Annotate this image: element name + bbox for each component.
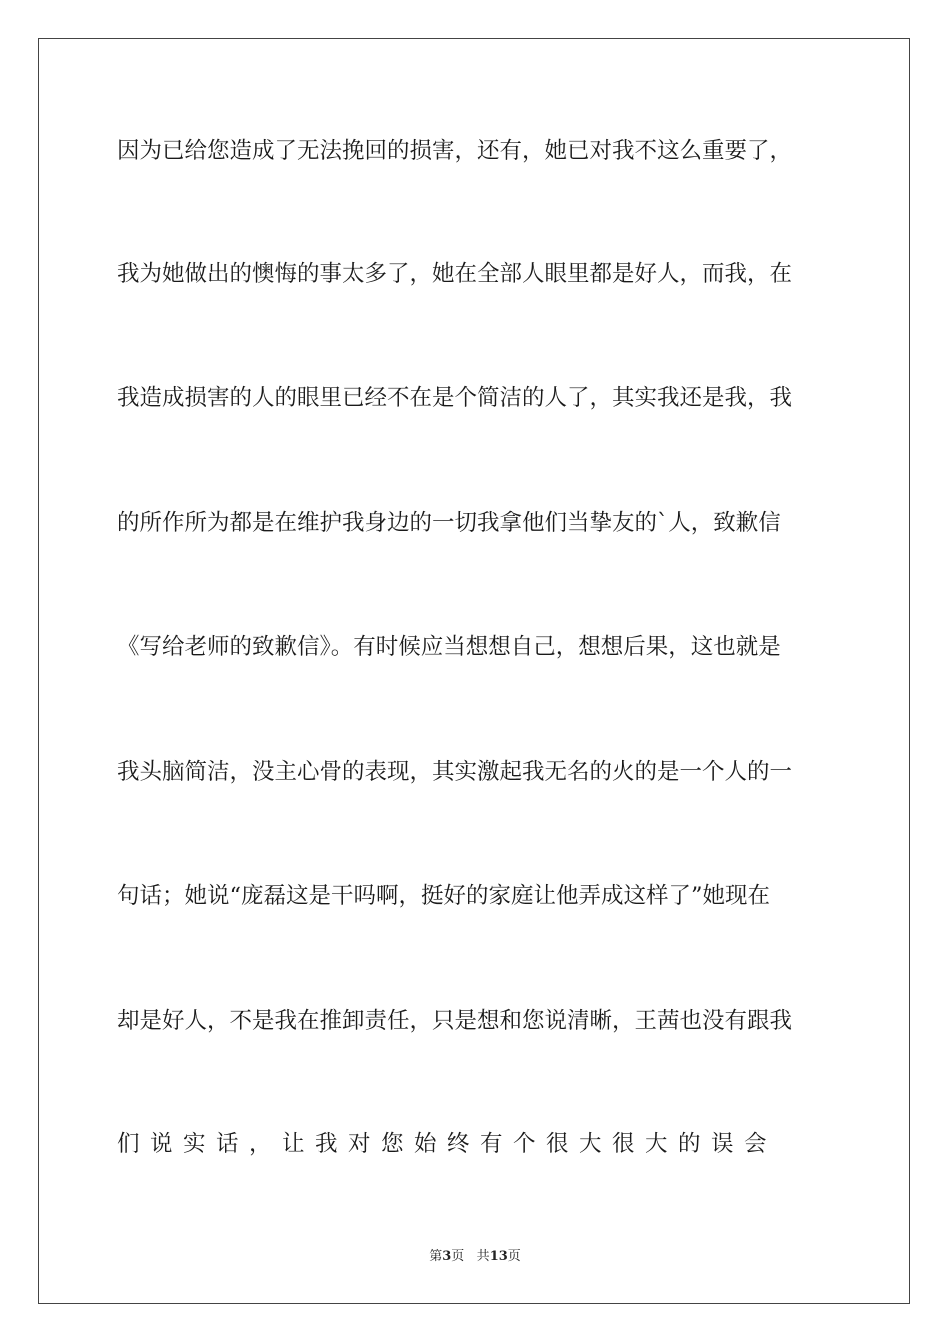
page-prefix: 第: [429, 1249, 443, 1264]
total-pages: 13: [489, 1249, 508, 1264]
page-border: [38, 38, 910, 1304]
total-suffix: 页: [507, 1249, 521, 1264]
page-number: 3: [442, 1249, 452, 1264]
page-footer: [0, 1248, 950, 1266]
text-line-8: 却是好人，不是我在推卸责任，只是想和您说清晰，王茜也没有跟我: [117, 1008, 793, 1034]
text-line-3: 我造成损害的人的眼里已经不在是个简洁的人了，其实我还是我，我: [117, 385, 793, 411]
text-line-6: 我头脑简洁，没主心骨的表现，其实激起我无名的火的是一个人的一: [117, 759, 793, 785]
text-line-4: 的所作所为都是在维护我身边的一切我拿他们当挚友的`人，致歉信: [117, 510, 781, 536]
total-prefix: 共: [476, 1249, 490, 1264]
text-line-7: 句话；她说“庞磊这是干吗啊，挺好的家庭让他弄成这样了”她现在: [117, 883, 771, 909]
text-line-1: 因为已给您造成了无法挽回的损害，还有，她已对我不这么重要了，: [117, 138, 793, 164]
text-line-2: 我为她做出的懊悔的事太多了，她在全部人眼里都是好人，而我，在: [117, 261, 793, 287]
page-suffix: 页: [451, 1249, 465, 1264]
text-line-5: 《写给老师的致歉信》。有时候应当想想自己，想想后果，这也就是: [117, 634, 781, 660]
text-line-9: 们说实话，让我对您始终有个很大很大的误会: [117, 1131, 778, 1157]
